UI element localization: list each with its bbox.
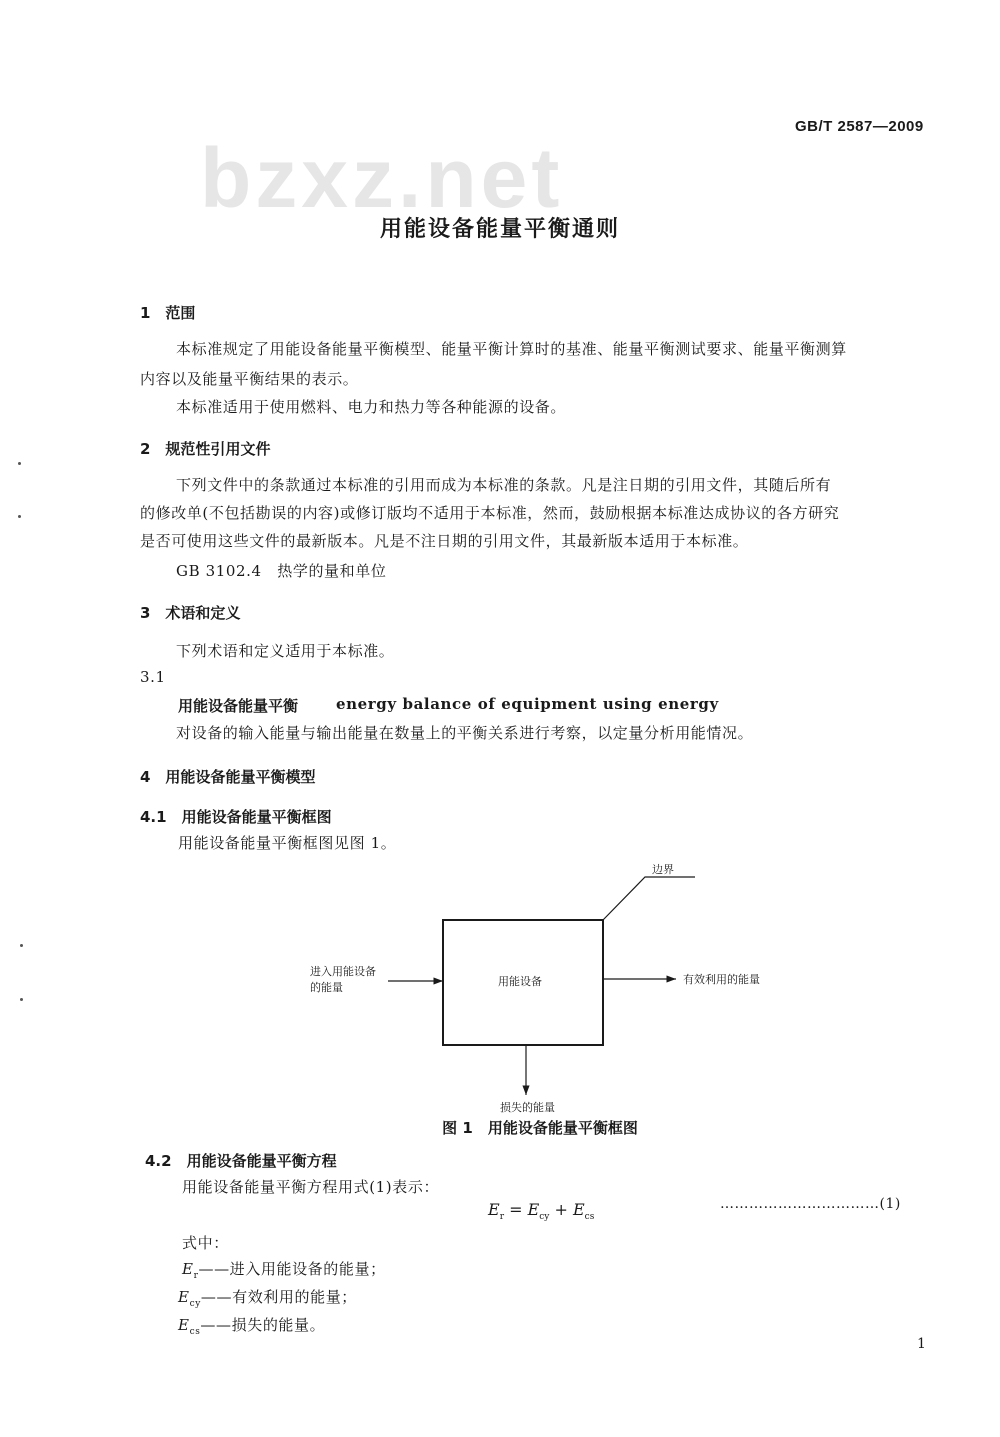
section-1-paragraph-2: 本标准适用于使用燃料、电力和热力等各种能源的设备。	[176, 398, 567, 416]
standard-number: GB/T 2587—2009	[795, 118, 924, 135]
equipment-label: 用能设备	[498, 975, 542, 988]
section-2-heading: 2 规范性引用文件	[140, 440, 271, 458]
definition-ecs: $E_{cs}——$损失的能量。	[178, 1316, 326, 1337]
definition-er: $E_r——$进入用能设备的能量；	[182, 1260, 386, 1281]
boundary-leader-line	[603, 877, 695, 920]
section-2-paragraph-line-2: 的修改单(不包括勘误的内容)或修订版均不适用于本标准，然而，鼓励根据本标准达成协议的各方研究	[140, 504, 840, 522]
equation-number: ……………………………(1)	[720, 1196, 901, 1212]
figure-caption: 图 1 用能设备能量平衡框图	[442, 1119, 638, 1137]
margin-mark	[18, 462, 21, 465]
margin-mark	[20, 998, 23, 1001]
term-number: 3.1	[140, 668, 166, 686]
term-english: energy balance of equipment using energy	[336, 695, 719, 713]
section-3-intro: 下列术语和定义适用于本标准。	[176, 642, 395, 660]
energy-balance-diagram	[300, 855, 800, 1115]
input-label-line-1: 进入用能设备	[310, 965, 376, 978]
section-2-paragraph-line-3: 是否可使用这些文件的最新版本。凡是不注日期的引用文件，其最新版本适用于本标准。	[140, 532, 749, 550]
normative-reference: GB 3102.4 热学的量和单位	[176, 562, 387, 580]
margin-mark	[18, 515, 21, 518]
section-2-paragraph-line-1: 下列文件中的条款通过本标准的引用而成为本标准的条款。凡是注日期的引用文件，其随后所有	[176, 476, 832, 494]
margin-mark	[20, 944, 23, 947]
section-3-heading: 3 术语和定义	[140, 604, 241, 622]
subsection-4-2-text: 用能设备能量平衡方程用式(1)表示：	[182, 1178, 440, 1196]
balance-equation: $E_r = E_{cy} + E_{cs}$	[488, 1200, 595, 1223]
output-label: 有效利用的能量	[683, 973, 760, 986]
subsection-4-2-heading: 4.2 用能设备能量平衡方程	[145, 1152, 337, 1170]
watermark: bzxz.net	[200, 131, 564, 225]
subsection-4-1-heading: 4.1 用能设备能量平衡框图	[140, 808, 332, 826]
subsection-4-1-text: 用能设备能量平衡框图见图 1。	[178, 834, 397, 852]
boundary-label: 边界	[652, 863, 674, 876]
section-1-paragraph-1-line-2: 内容以及能量平衡结果的表示。	[140, 370, 359, 388]
term-definition: 对设备的输入能量与输出能量在数量上的平衡关系进行考察，以定量分析用能情况。	[176, 724, 754, 742]
input-label-line-2: 的能量	[310, 981, 343, 994]
loss-label: 损失的能量	[500, 1101, 555, 1114]
document-title: 用能设备能量平衡通则	[379, 217, 620, 242]
section-1-paragraph-1-line-1: 本标准规定了用能设备能量平衡模型、能量平衡计算时的基准、能量平衡测试要求、能量平衡测算	[176, 340, 847, 358]
definition-ecy: $E_{cy}——$有效利用的能量；	[178, 1288, 357, 1309]
section-4-heading: 4 用能设备能量平衡模型	[140, 768, 316, 786]
where-label: 式中：	[182, 1234, 229, 1252]
term-chinese: 用能设备能量平衡	[178, 697, 299, 715]
section-1-heading: 1 范围	[140, 304, 196, 322]
page-number: 1	[917, 1336, 926, 1352]
